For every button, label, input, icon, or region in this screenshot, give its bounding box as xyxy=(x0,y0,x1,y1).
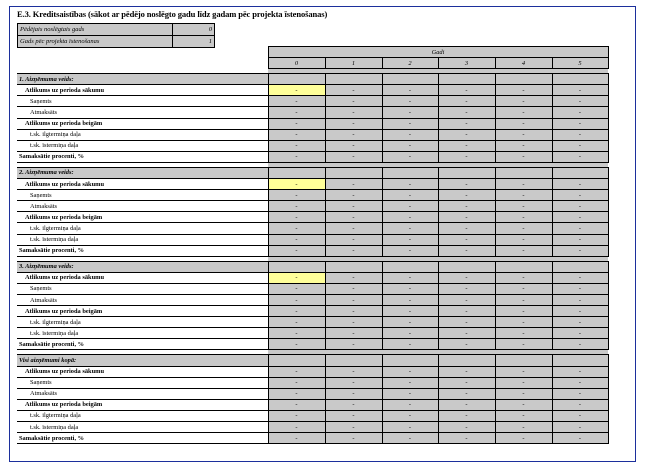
value-cell-year-2[interactable]: - xyxy=(382,245,438,256)
value-cell-year-0[interactable]: - xyxy=(268,201,325,212)
section-header-cell xyxy=(495,74,552,85)
row-label: Atlikums uz perioda sākumu xyxy=(17,179,268,190)
row-label: Atlikums uz perioda sākumu xyxy=(17,272,268,283)
row-label: Samaksātie procenti, % xyxy=(17,151,268,162)
value-cell-year-1[interactable]: - xyxy=(325,317,382,328)
value-cell-year-5[interactable]: - xyxy=(552,328,608,339)
value-cell-year-1[interactable]: - xyxy=(325,399,382,410)
value-cell-year-2[interactable]: - xyxy=(382,283,438,294)
value-cell-year-5[interactable]: - xyxy=(552,201,608,212)
value-cell-year-3[interactable]: - xyxy=(438,422,495,433)
value-cell-year-0[interactable]: - xyxy=(268,410,325,421)
value-cell-year-4[interactable]: - xyxy=(495,118,552,129)
value-cell-year-2[interactable]: - xyxy=(382,294,438,305)
value-cell-year-4[interactable]: - xyxy=(495,234,552,245)
section-header-cell xyxy=(382,261,438,272)
value-cell-year-3[interactable]: - xyxy=(438,96,495,107)
row-long xyxy=(17,410,608,421)
value-cell-year-3[interactable]: - xyxy=(438,272,495,283)
section-header-cell xyxy=(382,167,438,178)
header-blank xyxy=(17,58,268,69)
value-cell-year-0[interactable]: - xyxy=(268,433,325,444)
row-label: t.sk. ilgtermiņa daļa xyxy=(17,410,268,421)
row-label: Saņemts xyxy=(17,283,268,294)
value-cell-year-2[interactable]: - xyxy=(382,85,438,96)
row-label: Atmaksāts xyxy=(17,388,268,399)
section-title: 2. Aizņēmuma veids: xyxy=(17,167,268,178)
value-cell-year-1[interactable]: - xyxy=(325,212,382,223)
row-label: t.sk. īstermiņa daļa xyxy=(17,234,268,245)
value-cell-year-1[interactable]: - xyxy=(325,306,382,317)
section-header-row xyxy=(17,167,608,178)
info-row xyxy=(18,24,215,36)
value-cell-year-5[interactable]: - xyxy=(552,339,608,350)
row-repaid xyxy=(17,201,608,212)
value-cell-year-2[interactable]: - xyxy=(382,223,438,234)
value-cell-year-5[interactable]: - xyxy=(552,118,608,129)
year-header-3: 3 xyxy=(438,58,495,69)
value-cell-year-0[interactable]: - xyxy=(268,85,325,96)
value-cell-year-0[interactable]: - xyxy=(268,118,325,129)
value-cell-year-5[interactable]: - xyxy=(552,179,608,190)
value-cell-year-0[interactable]: - xyxy=(268,366,325,377)
section-header-cell xyxy=(268,167,325,178)
value-cell-year-4[interactable]: - xyxy=(495,317,552,328)
row-received xyxy=(17,377,608,388)
value-cell-year-2[interactable]: - xyxy=(382,190,438,201)
row-short xyxy=(17,328,608,339)
value-cell-year-5[interactable]: - xyxy=(552,234,608,245)
value-cell-year-0[interactable]: - xyxy=(268,422,325,433)
year-numbers-row xyxy=(17,58,608,69)
row-label: Saņemts xyxy=(17,377,268,388)
value-cell-year-0[interactable]: - xyxy=(268,339,325,350)
value-cell-year-3[interactable]: - xyxy=(438,118,495,129)
row-short xyxy=(17,234,608,245)
value-cell-year-3[interactable]: - xyxy=(438,151,495,162)
value-cell-year-1[interactable]: - xyxy=(325,433,382,444)
value-cell-year-5[interactable]: - xyxy=(552,377,608,388)
value-cell-year-2[interactable]: - xyxy=(382,422,438,433)
value-cell-year-2[interactable]: - xyxy=(382,410,438,421)
value-cell-year-2[interactable]: - xyxy=(382,272,438,283)
row-label: Samaksātie procenti, % xyxy=(17,245,268,256)
value-cell-year-0[interactable]: - xyxy=(268,212,325,223)
years-header: Gadi xyxy=(268,47,608,58)
value-cell-year-4[interactable]: - xyxy=(495,377,552,388)
row-start xyxy=(17,366,608,377)
value-cell-year-2[interactable]: - xyxy=(382,317,438,328)
value-cell-year-3[interactable]: - xyxy=(438,339,495,350)
row-label: Atlikums uz perioda beigām xyxy=(17,118,268,129)
value-cell-year-2[interactable]: - xyxy=(382,129,438,140)
value-cell-year-5[interactable]: - xyxy=(552,272,608,283)
value-cell-year-2[interactable]: - xyxy=(382,399,438,410)
row-label: t.sk. īstermiņa daļa xyxy=(17,422,268,433)
info-label: Gads pēc projekta īstenošanas xyxy=(18,36,173,48)
row-end xyxy=(17,399,608,410)
section-header-cell xyxy=(438,74,495,85)
value-cell-year-5[interactable]: - xyxy=(552,190,608,201)
value-cell-year-4[interactable]: - xyxy=(495,339,552,350)
value-cell-year-2[interactable]: - xyxy=(382,118,438,129)
value-cell-year-3[interactable]: - xyxy=(438,283,495,294)
row-label: Atmaksāts xyxy=(17,107,268,118)
row-received xyxy=(17,283,608,294)
section-header-cell xyxy=(438,261,495,272)
section-header-cell xyxy=(382,74,438,85)
row-label: Saņemts xyxy=(17,96,268,107)
value-cell-year-0[interactable]: - xyxy=(268,190,325,201)
value-cell-year-0[interactable]: - xyxy=(268,96,325,107)
value-cell-year-2[interactable]: - xyxy=(382,201,438,212)
value-cell-year-4[interactable]: - xyxy=(495,328,552,339)
section-header-cell xyxy=(552,355,608,366)
section-header-cell xyxy=(268,74,325,85)
row-label: Samaksātie procenti, % xyxy=(17,433,268,444)
section-title: Visi aizņēmumi kopā: xyxy=(17,355,268,366)
section-header-cell xyxy=(495,261,552,272)
value-cell-year-3[interactable]: - xyxy=(438,294,495,305)
section-header-cell xyxy=(325,74,382,85)
value-cell-year-1[interactable]: - xyxy=(325,388,382,399)
value-cell-year-4[interactable]: - xyxy=(495,179,552,190)
section-title: 3. Aizņēmuma veids: xyxy=(17,261,268,272)
value-cell-year-1[interactable]: - xyxy=(325,201,382,212)
value-cell-year-4[interactable]: - xyxy=(495,96,552,107)
value-cell-year-4[interactable]: - xyxy=(495,190,552,201)
row-long xyxy=(17,129,608,140)
row-label: Atlikums uz perioda beigām xyxy=(17,306,268,317)
row-long xyxy=(17,317,608,328)
value-cell-year-5[interactable]: - xyxy=(552,433,608,444)
row-label: Atlikums uz perioda sākumu xyxy=(17,85,268,96)
credit-table xyxy=(17,46,609,444)
value-cell-year-0[interactable]: - xyxy=(268,283,325,294)
value-cell-year-2[interactable]: - xyxy=(382,140,438,151)
value-cell-year-1[interactable]: - xyxy=(325,107,382,118)
value-cell-year-1[interactable]: - xyxy=(325,234,382,245)
value-cell-year-3[interactable]: - xyxy=(438,190,495,201)
row-start xyxy=(17,179,608,190)
value-cell-year-0[interactable]: - xyxy=(268,317,325,328)
value-cell-year-1[interactable]: - xyxy=(325,96,382,107)
value-cell-year-3[interactable]: - xyxy=(438,245,495,256)
value-cell-year-2[interactable]: - xyxy=(382,212,438,223)
value-cell-year-0[interactable]: - xyxy=(268,294,325,305)
section-header-cell xyxy=(495,167,552,178)
value-cell-year-0[interactable]: - xyxy=(268,151,325,162)
section-header-row xyxy=(17,261,608,272)
value-cell-year-4[interactable]: - xyxy=(495,245,552,256)
value-cell-year-4[interactable]: - xyxy=(495,366,552,377)
value-cell-year-4[interactable]: - xyxy=(495,399,552,410)
value-cell-year-0[interactable]: - xyxy=(268,388,325,399)
page-title: E.3. Kreditsaistības (sākot ar pēdējo noslēgto gadu līdz gadam pēc projekta īstenošanas) xyxy=(17,9,328,19)
value-cell-year-3[interactable]: - xyxy=(438,85,495,96)
value-cell-year-1[interactable]: - xyxy=(325,190,382,201)
value-cell-year-0[interactable]: - xyxy=(268,306,325,317)
row-repaid xyxy=(17,107,608,118)
row-label: t.sk. ilgtermiņa daļa xyxy=(17,129,268,140)
value-cell-year-2[interactable]: - xyxy=(382,107,438,118)
value-cell-year-5[interactable]: - xyxy=(552,140,608,151)
row-received xyxy=(17,190,608,201)
value-cell-year-3[interactable]: - xyxy=(438,201,495,212)
value-cell-year-1[interactable]: - xyxy=(325,339,382,350)
value-cell-year-4[interactable]: - xyxy=(495,294,552,305)
section-header-cell xyxy=(438,167,495,178)
value-cell-year-2[interactable]: - xyxy=(382,433,438,444)
value-cell-year-4[interactable]: - xyxy=(495,272,552,283)
value-cell-year-3[interactable]: - xyxy=(438,377,495,388)
value-cell-year-2[interactable]: - xyxy=(382,377,438,388)
year-header-5: 5 xyxy=(552,58,608,69)
value-cell-year-4[interactable]: - xyxy=(495,140,552,151)
value-cell-year-3[interactable]: - xyxy=(438,179,495,190)
value-cell-year-1[interactable]: - xyxy=(325,422,382,433)
value-cell-year-5[interactable]: - xyxy=(552,388,608,399)
value-cell-year-4[interactable]: - xyxy=(495,212,552,223)
value-cell-year-4[interactable]: - xyxy=(495,151,552,162)
row-label: t.sk. ilgtermiņa daļa xyxy=(17,317,268,328)
value-cell-year-5[interactable]: - xyxy=(552,366,608,377)
row-interest xyxy=(17,339,608,350)
value-cell-year-2[interactable]: - xyxy=(382,179,438,190)
value-cell-year-1[interactable]: - xyxy=(325,377,382,388)
row-repaid xyxy=(17,388,608,399)
value-cell-year-3[interactable]: - xyxy=(438,306,495,317)
row-label: Saņemts xyxy=(17,190,268,201)
row-interest xyxy=(17,245,608,256)
value-cell-year-2[interactable]: - xyxy=(382,96,438,107)
value-cell-year-4[interactable]: - xyxy=(495,433,552,444)
value-cell-year-1[interactable]: - xyxy=(325,118,382,129)
value-cell-year-1[interactable]: - xyxy=(325,294,382,305)
year-header-2: 2 xyxy=(382,58,438,69)
year-header-1: 1 xyxy=(325,58,382,69)
value-cell-year-0[interactable]: - xyxy=(268,179,325,190)
info-value[interactable]: 0 xyxy=(173,24,215,36)
info-label: Pēdējais noslēgtais gads xyxy=(18,24,173,36)
row-label: t.sk. ilgtermiņa daļa xyxy=(17,223,268,234)
value-cell-year-0[interactable]: - xyxy=(268,107,325,118)
value-cell-year-0[interactable]: - xyxy=(268,129,325,140)
value-cell-year-5[interactable]: - xyxy=(552,223,608,234)
value-cell-year-4[interactable]: - xyxy=(495,85,552,96)
value-cell-year-4[interactable]: - xyxy=(495,410,552,421)
row-short xyxy=(17,140,608,151)
value-cell-year-1[interactable]: - xyxy=(325,272,382,283)
row-label: Samaksātie procenti, % xyxy=(17,339,268,350)
section-header-cell xyxy=(552,74,608,85)
row-label: Atlikums uz perioda beigām xyxy=(17,399,268,410)
row-label: t.sk. īstermiņa daļa xyxy=(17,140,268,151)
year-header-0: 0 xyxy=(268,58,325,69)
value-cell-year-5[interactable]: - xyxy=(552,96,608,107)
value-cell-year-1[interactable]: - xyxy=(325,328,382,339)
row-label: t.sk. īstermiņa daļa xyxy=(17,328,268,339)
value-cell-year-5[interactable]: - xyxy=(552,410,608,421)
row-label: Atmaksāts xyxy=(17,201,268,212)
row-label: Atlikums uz perioda sākumu xyxy=(17,366,268,377)
value-cell-year-2[interactable]: - xyxy=(382,388,438,399)
value-cell-year-3[interactable]: - xyxy=(438,212,495,223)
row-label: Atlikums uz perioda beigām xyxy=(17,212,268,223)
value-cell-year-3[interactable]: - xyxy=(438,328,495,339)
value-cell-year-5[interactable]: - xyxy=(552,422,608,433)
value-cell-year-3[interactable]: - xyxy=(438,223,495,234)
row-repaid xyxy=(17,294,608,305)
value-cell-year-1[interactable]: - xyxy=(325,85,382,96)
value-cell-year-2[interactable]: - xyxy=(382,328,438,339)
value-cell-year-3[interactable]: - xyxy=(438,366,495,377)
value-cell-year-4[interactable]: - xyxy=(495,422,552,433)
value-cell-year-2[interactable]: - xyxy=(382,234,438,245)
value-cell-year-5[interactable]: - xyxy=(552,294,608,305)
value-cell-year-5[interactable]: - xyxy=(552,399,608,410)
section-header-cell xyxy=(325,167,382,178)
value-cell-year-3[interactable]: - xyxy=(438,317,495,328)
section-header-cell xyxy=(552,167,608,178)
row-long xyxy=(17,223,608,234)
years-header-row xyxy=(17,47,608,58)
value-cell-year-1[interactable]: - xyxy=(325,410,382,421)
section-header-cell xyxy=(495,355,552,366)
value-cell-year-2[interactable]: - xyxy=(382,151,438,162)
value-cell-year-3[interactable]: - xyxy=(438,399,495,410)
value-cell-year-1[interactable]: - xyxy=(325,129,382,140)
value-cell-year-5[interactable]: - xyxy=(552,317,608,328)
value-cell-year-3[interactable]: - xyxy=(438,129,495,140)
section-header-cell xyxy=(382,355,438,366)
info-table xyxy=(17,23,215,48)
value-cell-year-1[interactable]: - xyxy=(325,366,382,377)
value-cell-year-4[interactable]: - xyxy=(495,388,552,399)
value-cell-year-5[interactable]: - xyxy=(552,245,608,256)
value-cell-year-5[interactable]: - xyxy=(552,306,608,317)
value-cell-year-1[interactable]: - xyxy=(325,151,382,162)
value-cell-year-4[interactable]: - xyxy=(495,107,552,118)
value-cell-year-4[interactable]: - xyxy=(495,223,552,234)
row-label: Atmaksāts xyxy=(17,294,268,305)
row-start xyxy=(17,85,608,96)
row-end xyxy=(17,306,608,317)
value-cell-year-0[interactable]: - xyxy=(268,328,325,339)
row-interest xyxy=(17,151,608,162)
value-cell-year-4[interactable]: - xyxy=(495,129,552,140)
value-cell-year-0[interactable]: - xyxy=(268,272,325,283)
value-cell-year-5[interactable]: - xyxy=(552,107,608,118)
value-cell-year-0[interactable]: - xyxy=(268,140,325,151)
value-cell-year-2[interactable]: - xyxy=(382,306,438,317)
value-cell-year-5[interactable]: - xyxy=(552,283,608,294)
value-cell-year-3[interactable]: - xyxy=(438,388,495,399)
section-header-cell xyxy=(552,261,608,272)
section-title: 1. Aizņēmuma veids: xyxy=(17,74,268,85)
value-cell-year-3[interactable]: - xyxy=(438,140,495,151)
section-header-cell xyxy=(268,261,325,272)
value-cell-year-1[interactable]: - xyxy=(325,245,382,256)
header-blank xyxy=(17,47,268,58)
section-header-cell xyxy=(325,261,382,272)
section-header-cell xyxy=(325,355,382,366)
value-cell-year-0[interactable]: - xyxy=(268,223,325,234)
value-cell-year-4[interactable]: - xyxy=(495,306,552,317)
value-cell-year-3[interactable]: - xyxy=(438,234,495,245)
value-cell-year-0[interactable]: - xyxy=(268,399,325,410)
value-cell-year-0[interactable]: - xyxy=(268,377,325,388)
row-end xyxy=(17,212,608,223)
value-cell-year-1[interactable]: - xyxy=(325,283,382,294)
value-cell-year-5[interactable]: - xyxy=(552,129,608,140)
value-cell-year-3[interactable]: - xyxy=(438,410,495,421)
section-header-row xyxy=(17,74,608,85)
section-header-cell xyxy=(268,355,325,366)
value-cell-year-5[interactable]: - xyxy=(552,212,608,223)
row-short xyxy=(17,422,608,433)
info-value[interactable]: 1 xyxy=(173,36,215,48)
value-cell-year-1[interactable]: - xyxy=(325,179,382,190)
value-cell-year-0[interactable]: - xyxy=(268,234,325,245)
value-cell-year-5[interactable]: - xyxy=(552,85,608,96)
value-cell-year-2[interactable]: - xyxy=(382,339,438,350)
value-cell-year-1[interactable]: - xyxy=(325,223,382,234)
value-cell-year-2[interactable]: - xyxy=(382,366,438,377)
section-header-cell xyxy=(438,355,495,366)
value-cell-year-1[interactable]: - xyxy=(325,140,382,151)
value-cell-year-4[interactable]: - xyxy=(495,283,552,294)
value-cell-year-0[interactable]: - xyxy=(268,245,325,256)
year-header-4: 4 xyxy=(495,58,552,69)
row-interest xyxy=(17,433,608,444)
row-end xyxy=(17,118,608,129)
row-start xyxy=(17,272,608,283)
value-cell-year-3[interactable]: - xyxy=(438,107,495,118)
row-received xyxy=(17,96,608,107)
value-cell-year-5[interactable]: - xyxy=(552,151,608,162)
value-cell-year-4[interactable]: - xyxy=(495,201,552,212)
section-header-row xyxy=(17,355,608,366)
value-cell-year-3[interactable]: - xyxy=(438,433,495,444)
